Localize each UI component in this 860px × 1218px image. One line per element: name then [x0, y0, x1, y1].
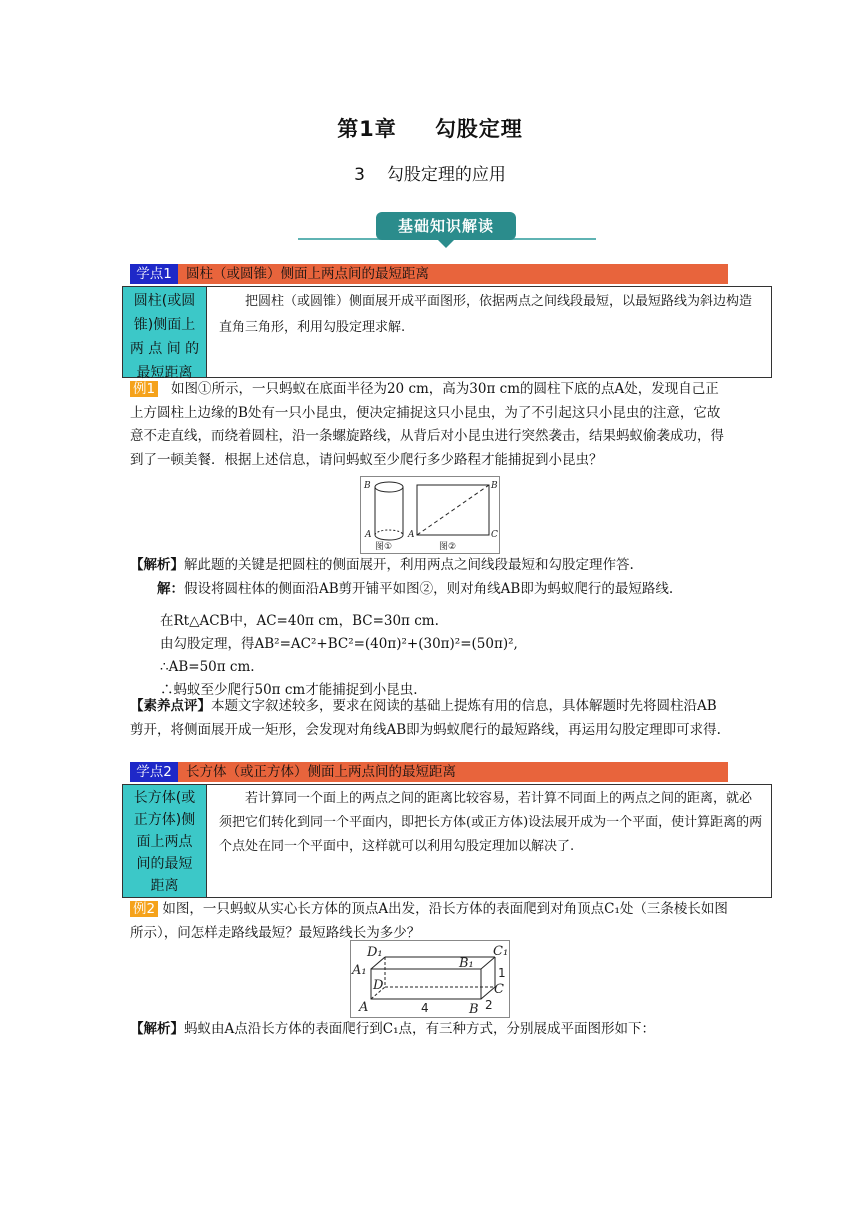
- label-line: 正方体)侧: [133, 812, 196, 828]
- comment-tag: 【素养点评】: [130, 698, 211, 714]
- solution-line4: ∴蚂蚁至少爬行50π cm才能捕捉到小昆虫.: [160, 682, 418, 698]
- point1-box-label: [123, 287, 207, 381]
- point-b: B: [469, 1002, 479, 1017]
- example1-analysis: [130, 554, 730, 578]
- point1-tag: 学点1: [130, 264, 178, 284]
- point-b-cyl: B: [364, 481, 371, 491]
- solution-line1: 在Rt△ACB中，AC=40π cm，BC=30π cm.: [160, 613, 439, 629]
- point1-box: [122, 286, 772, 381]
- point-c1: C₁: [493, 944, 509, 959]
- point-b1: B₁: [459, 956, 474, 971]
- label-line: 两 点 间 的: [129, 341, 200, 357]
- section-title: [0, 160, 860, 185]
- edge-length-1: 1: [498, 966, 506, 980]
- label-line: 长方体(或: [133, 790, 196, 806]
- analysis-text: 解此题的关键是把圆柱的侧面展开，利用两点之间线段最短和勾股定理作答.: [184, 557, 634, 573]
- label-line: 锥)侧面上: [133, 317, 196, 333]
- solution-line2: [160, 633, 730, 657]
- chapter-number: 第1章: [337, 117, 397, 141]
- label-line: 间的最短: [136, 856, 193, 872]
- point2-title: 长方体（或正方体）侧面上两点间的最短距离: [186, 764, 456, 780]
- banner-pointer: [438, 240, 454, 248]
- example1-comment: [130, 694, 730, 742]
- example1-text: 如图①所示，一只蚂蚁在底面半径为20 cm，高为30π cm的圆柱下底的点A处，发现自己正上方圆柱上边缘的B处有一只小昆虫，便决定捕捉这只小昆虫，为了不引起这只小昆虫的注意，它故意不走直线，而绕着圆柱，沿一条螺旋路线，从背后对小昆虫进行突然袭击，结果蚂蚁偷袭成功，得到了一顿美餐．根据上述信息，请问蚂蚁至少爬行多少路程才能捕捉到小昆虫？: [130, 381, 724, 468]
- point-a-cyl: A: [365, 530, 372, 540]
- chapter-title: 勾股定理: [434, 117, 523, 141]
- point-b-rect: B: [491, 481, 498, 491]
- solution-line2-prefix: 由勾股定理，得: [160, 636, 255, 652]
- page-title: [0, 113, 860, 143]
- edge-length-2: 2: [485, 998, 493, 1012]
- point-d1: D₁: [367, 945, 383, 960]
- analysis2-tag: 【解析】: [130, 1021, 184, 1037]
- section-banner: 基础知识解读: [376, 212, 516, 240]
- example1-solution: [130, 578, 730, 602]
- label-line: 距离: [150, 878, 179, 894]
- analysis2-text: 蚂蚁由A点沿长方体的表面爬行到C₁点，有三种方式，分别展成平面图形如下：: [184, 1021, 655, 1037]
- example2-tag: 例2: [130, 901, 158, 917]
- solution-line2-formula: AB²=AC²+BC²=(40π)²+(30π)²=(50π)²,: [254, 636, 518, 652]
- example2-analysis: [130, 1018, 730, 1042]
- example1-figure: [360, 476, 500, 554]
- point1-title: 圆柱（或圆锥）侧面上两点间的最短距离: [186, 266, 429, 282]
- solution-text: 假设将圆柱体的侧面沿AB剪开铺平如图②，则对角线AB即为蚂蚁爬行的最短路线.: [184, 581, 674, 597]
- label-line: 最短距离: [136, 365, 193, 381]
- edge-length-4: 4: [421, 1001, 429, 1015]
- example1-question: [130, 378, 730, 472]
- comment-text: 本题文字叙述较多，要求在阅读的基础上提炼有用的信息，具体解题时先将圆柱沿AB剪开，将侧面展开成一矩形，会发现对角线AB即为蚂蚁爬行的最短路线，再运用勾股定理即可求得.: [130, 698, 721, 738]
- point-d: D: [373, 978, 384, 993]
- point2-box-label: [123, 785, 207, 897]
- example2-question: [130, 898, 730, 945]
- section-title-text: 勾股定理的应用: [386, 165, 506, 185]
- label-line: 圆柱(或圆: [133, 293, 196, 309]
- fig2-caption: 图②: [439, 542, 457, 552]
- point1-box-text: 把圆柱（或圆锥）侧面展开成平面图形，依据两点之间线段最短，以最短路线为斜边构造直角三角形，利用勾股定理求解.: [219, 294, 753, 335]
- example2-figure: [350, 940, 510, 1018]
- example2-text: 如图，一只蚂蚁从实心长方体的顶点A出发，沿长方体的表面爬到对角顶点C₁处（三条棱长如图所示），问怎样走路线最短？最短路线长为多少？: [130, 901, 728, 941]
- section-number: 3: [354, 165, 365, 185]
- point-c-rect: C: [491, 530, 498, 540]
- point2-box: [122, 784, 772, 898]
- cuboid-figure: [351, 941, 509, 1017]
- point2-tag: 学点2: [130, 762, 178, 782]
- solution-tag: 解：: [157, 581, 184, 597]
- cylinder-figure: [361, 477, 499, 553]
- label-line: 面上两点: [136, 834, 193, 850]
- fig1-caption: 图①: [375, 542, 393, 552]
- analysis-tag: 【解析】: [130, 557, 184, 573]
- example1-tag: 例1: [130, 381, 158, 397]
- point2-box-text: 若计算同一个面上的两点之间的距离比较容易，若计算不同面上的两点之间的距离，就必须把它们转化到同一个平面内，即把长方体(或正方体)设法展开成为一个平面，使计算距离的两个点处在同一个平面中，这样就可以利用勾股定理加以解决了.: [219, 791, 763, 854]
- solution-line3: ∴AB=50π cm.: [160, 659, 255, 675]
- point-c: C: [494, 982, 504, 997]
- point-a: A: [359, 1000, 369, 1015]
- point-a1: A₁: [352, 963, 367, 978]
- point-a-rect: A: [408, 530, 415, 540]
